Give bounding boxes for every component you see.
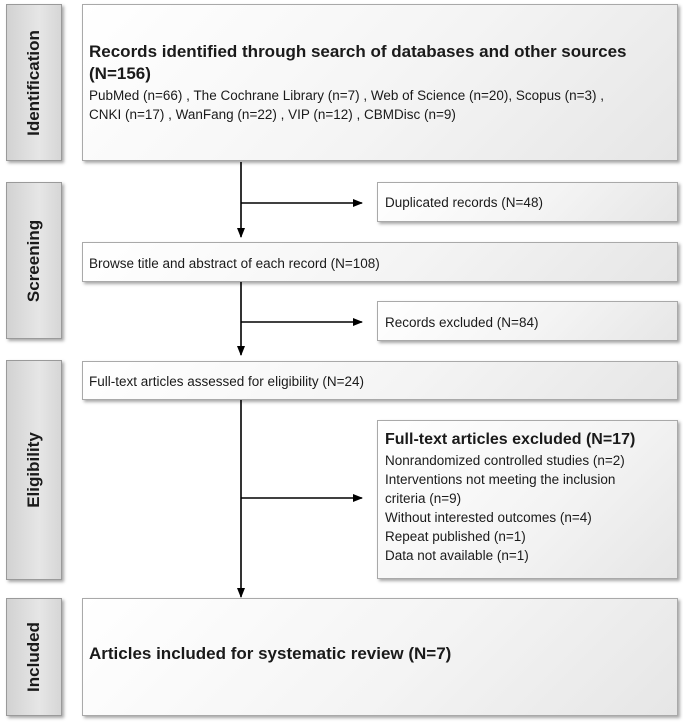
exclusion-reason: Without interested outcomes (n=4) — [385, 510, 592, 525]
exclusion-reason: Interventions not meeting the inclusion — [385, 472, 616, 487]
included-text: Articles included for systematic review (N=7) — [89, 644, 452, 663]
stage-included — [6, 598, 62, 716]
duplicated-records-box — [377, 182, 678, 222]
duplicated-records-text: Duplicated records (N=48) — [385, 195, 543, 210]
exclusion-reason: Data not available (n=1) — [385, 548, 529, 563]
stage-screening — [6, 182, 62, 339]
included-box — [82, 598, 678, 716]
exclusion-reason: Repeat published (n=1) — [385, 529, 526, 544]
fulltext-assessed-box — [82, 361, 678, 400]
stage-label-screening: Screening — [24, 219, 43, 302]
exclusion-reason: criteria (n=9) — [385, 491, 462, 506]
stage-eligibility — [6, 360, 62, 580]
stage-label-identification: Identification — [24, 29, 43, 136]
fulltext-assessed-text: Full-text articles assessed for eligibility (N=24) — [89, 374, 364, 389]
records-excluded-box — [377, 301, 678, 341]
records-excluded-text: Records excluded (N=84) — [385, 315, 539, 330]
fulltext-excluded-title: Full-text articles excluded (N=17) — [385, 431, 636, 448]
browse-records-box — [82, 242, 678, 282]
identification-count: (N=156) — [89, 64, 151, 83]
stage-label-included: Included — [24, 622, 43, 692]
exclusion-reason: Nonrandomized controlled studies (n=2) — [385, 453, 625, 468]
stage-identification — [6, 4, 62, 161]
identification-sources-line1: PubMed (n=66) , The Cochrane Library (n=7) , Web of Science (n=20), Scopus (n=3) , — [89, 88, 605, 103]
identification-box — [82, 4, 678, 161]
identification-sources-line2: CNKI (n=17) , WanFang (n=22) , VIP (n=12) , CBMDisc (n=9) — [89, 107, 456, 122]
identification-title: Records identified through search of databases and other sources — [89, 42, 627, 61]
stage-label-eligibility: Eligibility — [24, 432, 43, 508]
fulltext-excluded-box — [377, 420, 678, 579]
browse-records-text: Browse title and abstract of each record (N=108) — [89, 256, 380, 271]
